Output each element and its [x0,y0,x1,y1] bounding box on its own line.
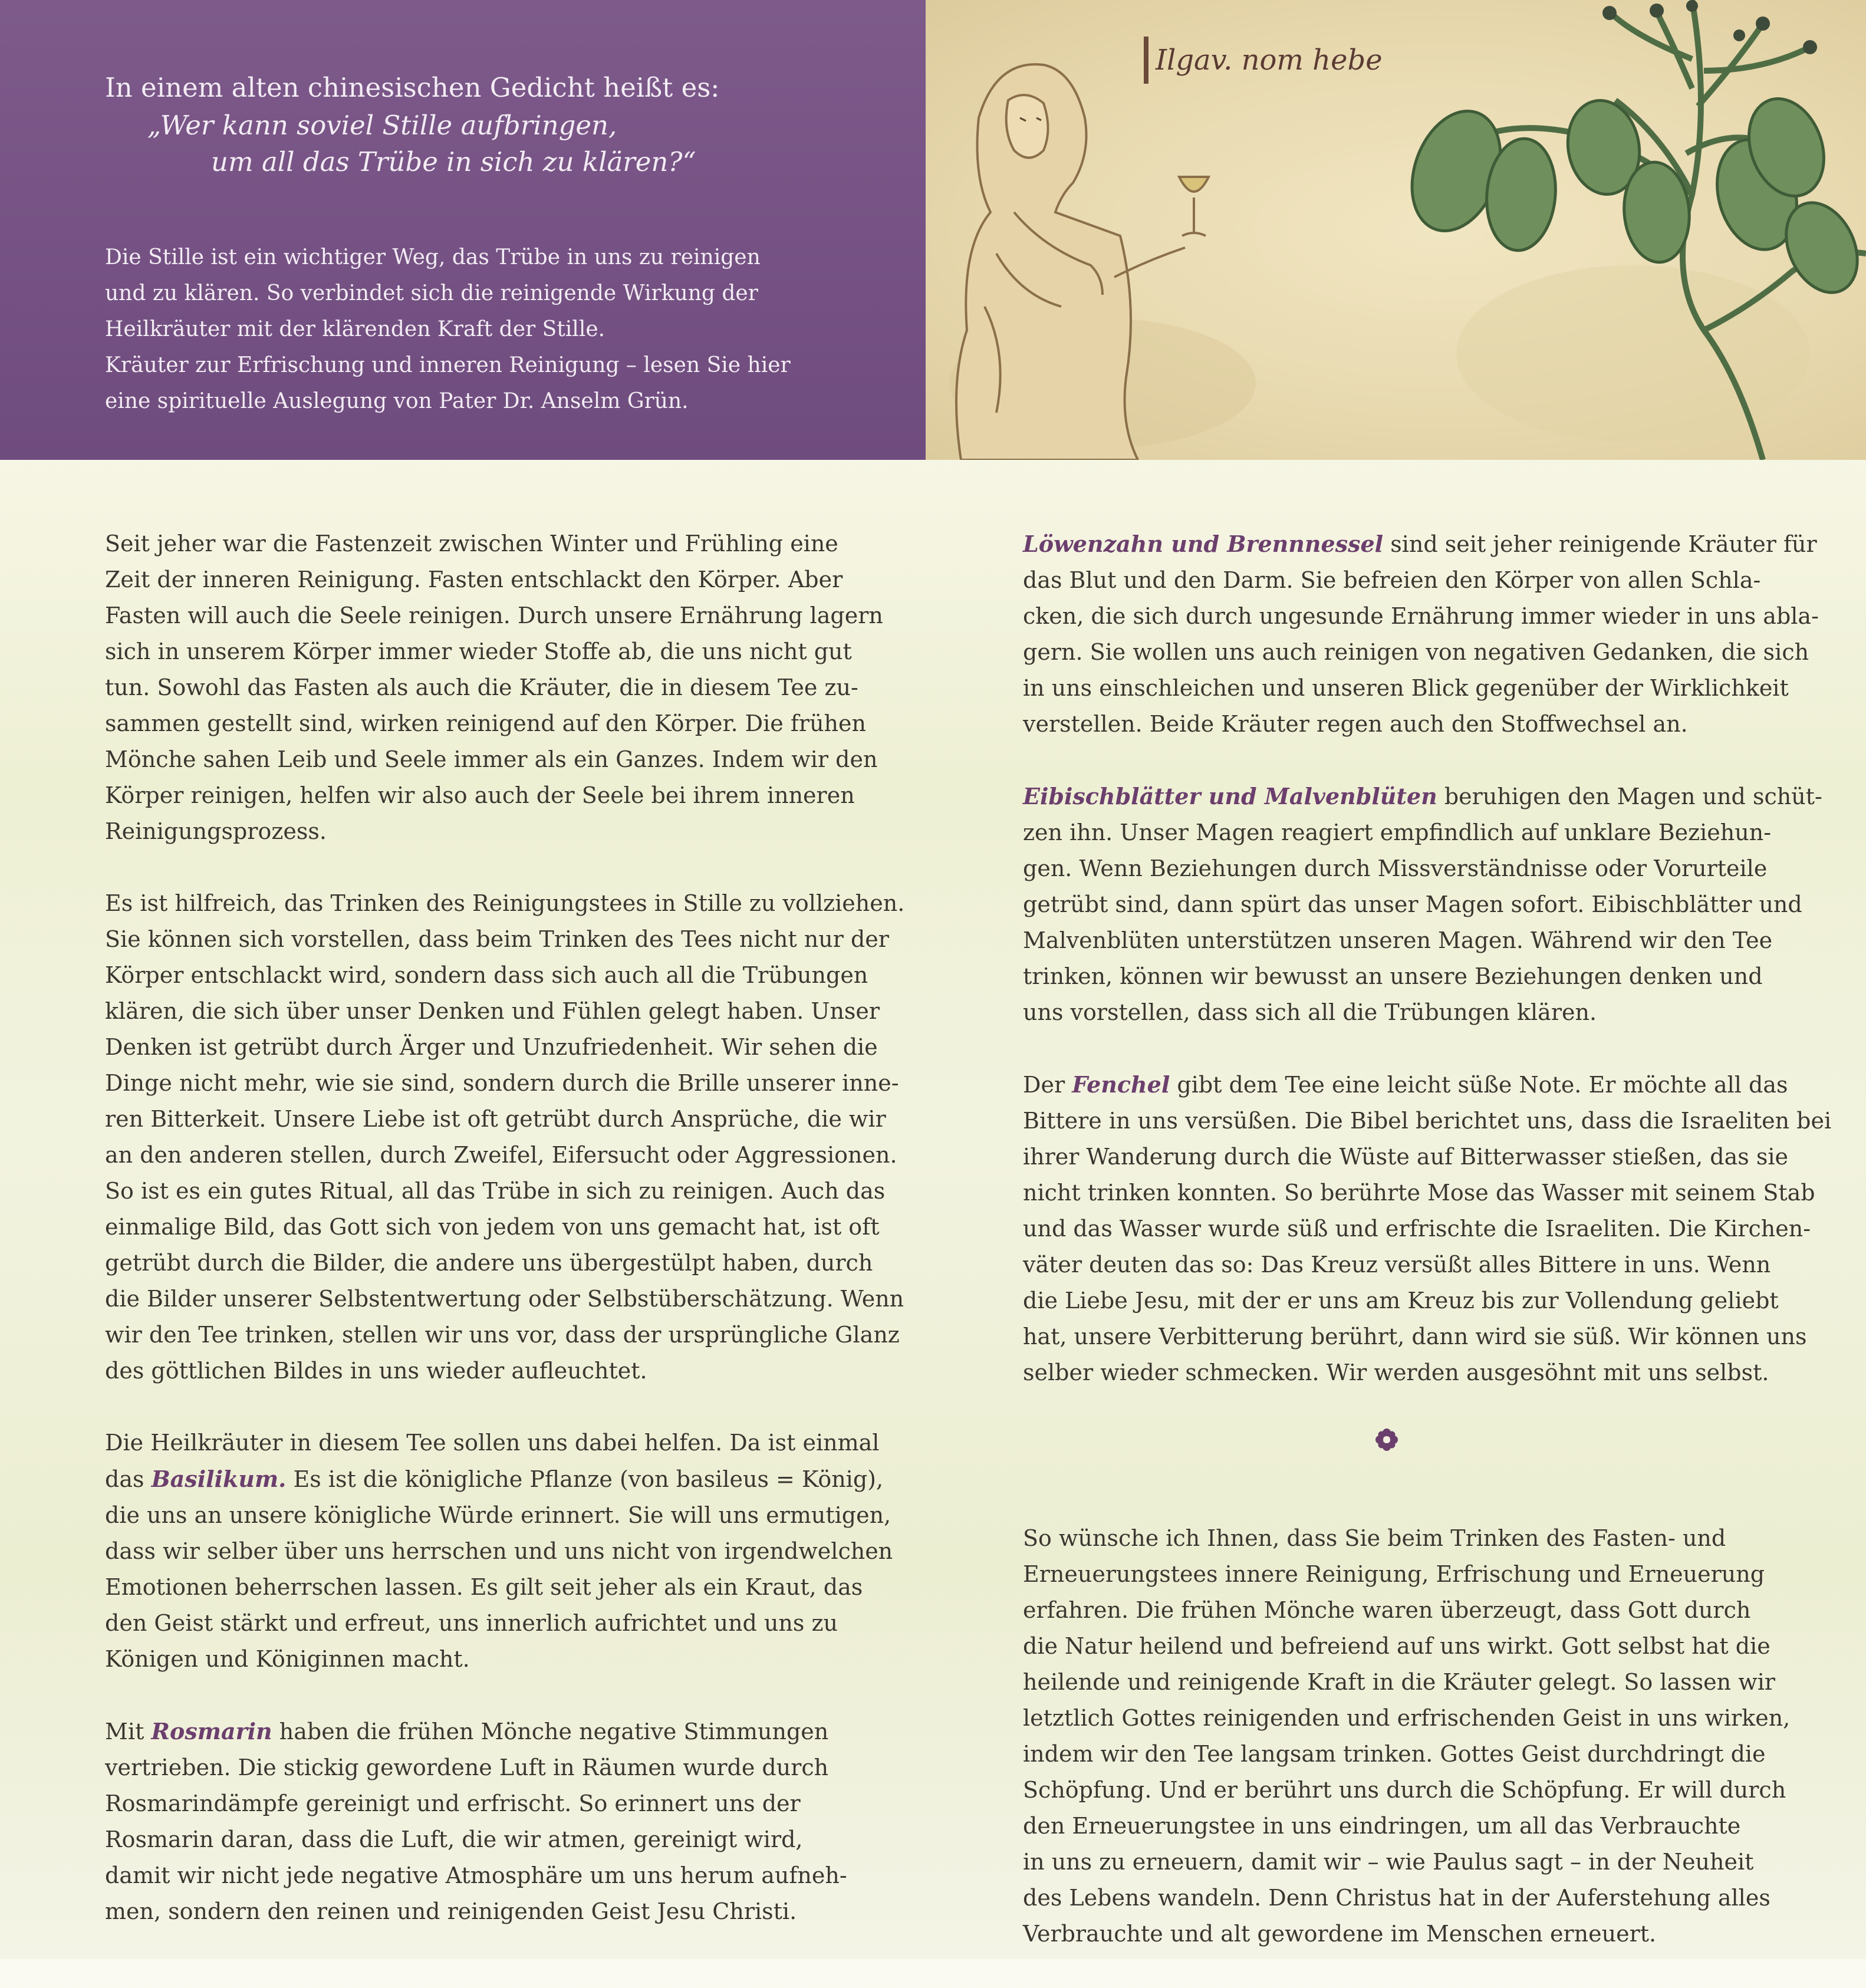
text-line: Zeit der inneren Reinigung. Fasten entschlackt den Körper. Aber [105,567,843,593]
paragraph-closing-wish [1023,1520,1837,1952]
paragraph-fasting [105,526,919,850]
text-line: klären, die sich über unser Denken und Fühlen gelegt haben. Unser [105,998,880,1024]
text-line: uns vorstellen, dass sich all die Trübungen klären. [1023,999,1597,1025]
poem-quote [147,107,696,180]
text-line: des göttlichen Bildes in uns wieder aufleuchtet. [105,1358,647,1384]
text-line: den Erneuerungstee in uns eindringen, um all das Verbrauchte [1023,1813,1741,1839]
paragraph-marshmallow-mallow [1023,778,1837,1031]
text-line: sich in unserem Körper immer wieder Stoffe ab, die uns nicht gut [105,638,852,664]
text-line: zen ihn. Unser Magen reagiert empfindlich auf unklare Beziehun- [1023,819,1772,845]
monk-figure [956,64,1138,460]
herb-name-fennel: Fenchel [1072,1071,1170,1098]
text-line: sammen gestellt sind, wirken reinigend auf den Körper. Die frühen [105,710,866,736]
text-fragment: Mit [105,1719,152,1745]
text-line-with-herb [1023,778,1837,815]
text-line: Bittere in uns versüßen. Die Bibel berichtet uns, dass die Israeliten bei [1023,1108,1832,1134]
header-band [0,0,1866,460]
text-line: Körper entschlackt wird, sondern dass sich auch all die Trübungen [105,962,868,988]
text-line-with-herb [1023,1067,1837,1103]
intro-body-line: Kräuter zur Erfrischung und inneren Reinigung – lesen Sie hier [105,353,791,377]
text-line: einmalige Bild, das Gott sich von jedem von uns gemacht hat, ist oft [105,1214,880,1240]
flower-ornament-icon [1374,1427,1400,1453]
text-line: So wünsche ich Ihnen, dass Sie beim Trinken des Fasten- und [1023,1525,1726,1551]
text-line: getrübt sind, dann spürt das unser Magen sofort. Eibischblätter und [1023,891,1802,917]
text-line: ren Bitterkeit. Unsere Liebe ist oft getrübt durch Ansprüche, die wir [105,1106,886,1132]
herb-name-dandelion-nettle: Löwenzahn und Brennnessel [1023,531,1384,557]
intro-body [105,239,883,419]
text-line: Es ist hilfreich, das Trinken des Reinigungstees in Stille zu vollziehen. [105,890,905,916]
text-line: erfahren. Die frühen Mönche waren überzeugt, dass Gott durch [1023,1597,1751,1623]
intro-body-line: eine spirituelle Auslegung von Pater Dr. Anselm Grün. [105,389,689,413]
text-fragment: das [105,1466,152,1492]
text-line: nicht trinken konnten. So berührte Mose das Wasser mit seinem Stab [1023,1180,1815,1206]
text-line: Königen und Königinnen macht. [105,1646,470,1672]
text-line: die uns an unsere königliche Würde erinnert. Sie will uns ermutigen, [105,1502,891,1528]
paragraph-rosemary [105,1713,919,1930]
text-line: verstellen. Beide Kräuter regen auch den Stoffwechsel an. [1023,711,1688,737]
quote-line-2: um all das Trübe in sich zu klären?“ [211,146,696,177]
intro-body-line: Heilkräuter mit der klärenden Kraft der Stille. [105,317,605,341]
text-line: men, sondern den reinen und reinigenden Geist Jesu Christi. [105,1898,797,1924]
text-line-with-herb [1023,526,1837,562]
text-line: ihrer Wanderung durch die Wüste auf Bitterwasser stießen, das sie [1023,1144,1788,1170]
text-line: die Bilder unserer Selbstentwertung oder Selbstüberschätzung. Wenn [105,1286,904,1312]
text-line: So ist es ein gutes Ritual, all das Trübe in sich zu reinigen. Auch das [105,1178,886,1204]
text-line: cken, die sich durch ungesunde Ernährung immer wieder in uns abla- [1023,603,1819,629]
text-line: Körper reinigen, helfen wir also auch der Seele bei ihrem inneren [105,782,855,808]
text-line: heilende und reinigende Kraft in die Kräuter gelegt. So lassen wir [1023,1669,1776,1695]
text-line: selber wieder schmecken. Wir werden ausgesöhnt mit uns selbst. [1023,1360,1769,1385]
intro-line: In einem alten chinesischen Gedicht heißt es: [105,72,720,103]
text-line: Fasten will auch die Seele reinigen. Durch unsere Ernährung lagern [105,603,883,628]
text-line: Dinge nicht mehr, wie sie sind, sondern durch die Brille unserer inne- [105,1070,899,1096]
text-line: Mönche sahen Leib und Seele immer als ein Ganzes. Indem wir den [105,746,878,772]
text-line: trinken, können wir bewusst an unsere Beziehungen denken und [1023,963,1763,989]
medieval-herbal-illustration [926,0,1866,460]
text-line: Verbrauchte und alt gewordene im Menschen erneuert. [1023,1921,1657,1947]
flower-buds [1602,0,1817,54]
text-line: tun. Sowohl das Fasten als auch die Kräuter, die in diesem Tee zu- [105,674,858,700]
paragraph-fennel [1023,1067,1837,1391]
text-line: Rosmarin daran, dass die Luft, die wir atmen, gereinigt wird, [105,1826,803,1852]
text-line-with-herb [105,1461,919,1497]
text-line: das Blut und den Darm. Sie befreien den Körper von allen Schla- [1023,567,1761,593]
text-line: und das Wasser wurde süß und erfrischte die Israeliten. Die Kirchen- [1023,1216,1811,1242]
text-line: Erneuerungstees innere Reinigung, Erfrischung und Erneuerung [1023,1561,1765,1587]
text-line: die Natur heilend und befreiend auf uns wirkt. Gott selbst hat die [1023,1633,1770,1659]
text-line: Malvenblüten unterstützen unseren Magen. Während wir den Tee [1023,927,1773,953]
text-line: hat, unsere Verbitterung berührt, dann wird sie süß. Wir können uns [1023,1324,1807,1350]
text-line: Rosmarindämpfe gereinigt und erfrischt. So erinnert uns der [105,1790,801,1816]
text-line: gern. Sie wollen uns auch reinigen von negativen Gedanken, die sich [1023,639,1809,665]
herb-name-basil: Basilikum. [151,1466,287,1492]
text-line: letztlich Gottes reinigenden und erfrischenden Geist in uns wirken, [1023,1705,1791,1731]
herb-name-rosemary: Rosmarin [151,1718,272,1745]
text-line: getrübt durch die Bilder, die andere uns übergestülpt haben, durch [105,1250,873,1276]
text-line: väter deuten das so: Das Kreuz versüßt alles Bittere in uns. Wenn [1023,1252,1771,1278]
text-line: vertrieben. Die stickig gewordene Luft in Räumen wurde durch [105,1755,829,1780]
text-fragment: haben die frühen Mönche negative Stimmungen [272,1719,829,1745]
text-line: dass wir selber über uns herrschen und uns nicht von irgendwelchen [105,1538,893,1564]
paragraph-dandelion-nettle [1023,526,1837,742]
text-line: Emotionen beherrschen lassen. Es gilt seit jeher als ein Kraut, das [105,1574,863,1600]
paragraph-basil [105,1425,919,1677]
goblet-icon [1114,177,1209,277]
text-fragment: gibt dem Tee eine leicht süße Note. Er möchte all das [1170,1072,1788,1098]
text-line-with-herb [105,1713,919,1750]
text-line: in uns zu erneuern, damit wir – wie Paulus sagt – in der Neuheit [1023,1849,1754,1875]
text-line: Die Heilkräuter in diesem Tee sollen uns dabei helfen. Da ist einmal [105,1430,880,1456]
text-line: Denken ist getrübt durch Ärger und Unzufriedenheit. Wir sehen die [105,1034,878,1060]
text-line: gen. Wenn Beziehungen durch Missverständnisse oder Vorurteile [1023,855,1768,881]
text-line: in uns einschleichen und unseren Blick gegenüber der Wirklichkeit [1023,675,1789,701]
herbal-illustration-svg [926,0,1866,460]
text-line: indem wir den Tee langsam trinken. Gottes Geist durchdringt die [1023,1741,1766,1767]
intro-body-line: Die Stille ist ein wichtiger Weg, das Trübe in uns zu reinigen [105,245,761,269]
illustration-caption: Ilgav. nom hebe [1156,44,1383,77]
paragraph-silence [105,886,919,1389]
text-fragment: Es ist die königliche Pflanze (von basileus = König), [286,1466,884,1492]
text-line: die Liebe Jesu, mit der er uns am Kreuz bis zur Vollendung geliebt [1023,1288,1779,1314]
herb-name-marshmallow-mallow: Eibischblätter und Malvenblüten [1023,783,1437,809]
intro-body-line: und zu klären. So verbindet sich die reinigende Wirkung der [105,281,758,305]
text-fragment: beruhigen den Magen und schüt- [1437,784,1822,809]
text-line: des Lebens wandeln. Denn Christus hat in der Auferstehung alles [1023,1885,1770,1911]
left-column [105,526,919,1966]
text-line: den Geist stärkt und erfreut, uns innerlich aufrichtet und uns zu [105,1610,838,1636]
text-line: an den anderen stellen, durch Zweifel, Eifersucht oder Aggressionen. [105,1142,897,1168]
text-line: Reinigungsprozess. [105,818,327,844]
text-line: Schöpfung. Und er berührt uns durch die Schöpfung. Er will durch [1023,1777,1786,1803]
text-fragment: Der [1023,1072,1072,1098]
quote-line-1: „Wer kann soviel Stille aufbringen, [147,110,617,141]
text-line: Sie können sich vorstellen, dass beim Trinken des Tees nicht nur der [105,926,889,952]
text-line: Seit jeher war die Fastenzeit zwischen Winter und Frühling eine [105,531,838,557]
text-fragment: sind seit jeher reinigende Kräuter für [1383,531,1817,557]
right-column [1023,526,1837,1988]
text-line: wir den Tee trinken, stellen wir uns vor, dass der ursprüngliche Glanz [105,1322,900,1348]
text-line: damit wir nicht jede negative Atmosphäre um uns herum aufneh- [105,1862,847,1888]
intro-panel [0,0,926,460]
